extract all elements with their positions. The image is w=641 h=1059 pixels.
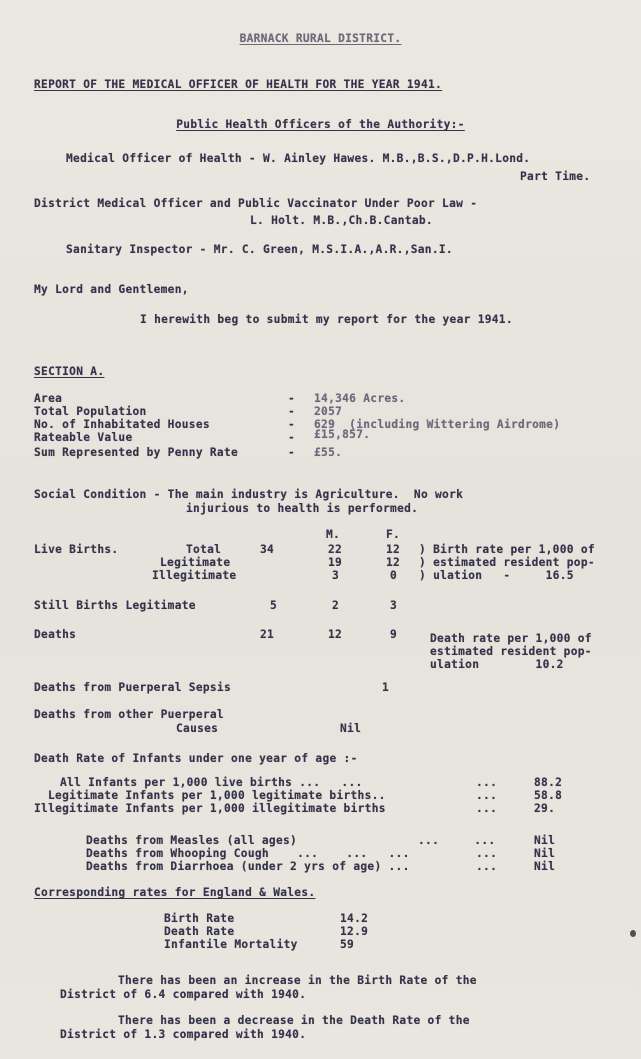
diarrhoea-value: Nil — [534, 860, 556, 873]
all-infants-dots: ... — [476, 776, 498, 789]
other-puerperal-line-2: Causes — [176, 722, 219, 735]
death-rate-line-2: estimated resident pop- — [430, 645, 592, 658]
illegitimate-male: 3 — [332, 569, 340, 582]
still-births-male: 2 — [332, 599, 340, 612]
total-births: 34 — [260, 543, 275, 556]
other-puerperal-line-1: Deaths from other Puerperal — [34, 708, 224, 721]
still-births-label: Still Births Legitimate — [34, 599, 196, 612]
note-birth-rate-line-2: District of 6.4 compared with 1940. — [60, 988, 307, 1001]
measles-dots: ... ... — [418, 834, 496, 847]
col-female-header: F. — [386, 528, 401, 541]
deaths-female: 9 — [390, 628, 398, 641]
death-rate-line-3: ulation 10.2 — [430, 658, 564, 671]
houses-dash: - — [288, 418, 296, 431]
dmo-line-1: District Medical Officer and Public Vaccinator Under Poor Law - — [34, 197, 478, 210]
sanitary-inspector: Sanitary Inspector - Mr. C. Green, M.S.I.A.,A.R.,San.I. — [66, 243, 453, 256]
deaths-total: 21 — [260, 628, 275, 641]
population-dash: - — [288, 405, 296, 418]
note-birth-rate-line-1: There has been an increase in the Birth Rate of the — [118, 974, 477, 987]
deaths-label: Deaths — [34, 628, 77, 641]
moh-line-1: Medical Officer of Health - W. Ainley Hawes. M.B.,B.S.,D.P.H.Lond. — [66, 152, 531, 165]
still-births: 5 — [270, 599, 278, 612]
rateable-label: Rateable Value — [34, 431, 133, 444]
deaths-male: 12 — [328, 628, 343, 641]
death-rate-line-1: Death rate per 1,000 of — [430, 632, 592, 645]
illegitimate-label: Illegitimate — [152, 569, 237, 582]
ew-death-rate-label: Death Rate — [164, 925, 235, 938]
moh-line-2: Part Time. — [520, 170, 591, 183]
report-title: REPORT OF THE MEDICAL OFFICER OF HEALTH FOR THE YEAR 1941. — [34, 78, 443, 91]
birth-rate-line-2: ) estimated resident pop- — [419, 556, 595, 569]
population-value: 2057 — [314, 405, 343, 418]
measles-value: Nil — [534, 834, 556, 847]
illegitimate-infants-label: Illegitimate Infants per 1,000 illegitimate births — [34, 802, 386, 815]
measles-label: Deaths from Measles (all ages) — [86, 834, 298, 847]
still-births-female: 3 — [390, 599, 398, 612]
birth-rate-line-3: ) ulation - 16.5 — [419, 569, 574, 582]
houses-label: No. of Inhabitated Houses — [34, 418, 210, 431]
puerperal-sepsis-value: 1 — [382, 681, 390, 694]
whooping-cough-value: Nil — [534, 847, 556, 860]
penny-rate-dash: - — [288, 446, 296, 459]
population-label: Total Population — [34, 405, 147, 418]
note-death-rate-line-2: District of 1.3 compared with 1940. — [60, 1028, 307, 1041]
illegitimate-female: 0 — [390, 569, 398, 582]
infant-death-rate-heading: Death Rate of Infants under one year of age :- — [34, 752, 358, 765]
whooping-cough-dots: ... — [476, 847, 498, 860]
all-infants-value: 88.2 — [534, 776, 563, 789]
england-wales-heading: Corresponding rates for England & Wales. — [34, 886, 316, 899]
rateable-value: £15,857. — [314, 428, 371, 441]
col-male-header: M. — [326, 528, 341, 541]
rateable-dash: - — [288, 431, 296, 444]
social-condition-line-2: injurious to health is performed. — [186, 502, 419, 515]
other-puerperal-value: Nil — [340, 722, 362, 735]
area-dash: - — [288, 392, 296, 405]
illegitimate-infants-dots: ... — [476, 802, 498, 815]
total-births-male: 22 — [328, 543, 343, 556]
social-condition-line-1: Social Condition - The main industry is Agriculture. No work — [34, 488, 464, 501]
diarrhoea-label: Deaths from Diarrhoea (under 2 yrs of age) ... — [86, 860, 410, 873]
legitimate-infants-value: 58.8 — [534, 789, 563, 802]
salutation: My Lord and Gentlemen, — [34, 283, 189, 296]
legitimate-infants-label: Legitimate Infants per 1,000 legitimate births.. — [48, 789, 386, 802]
ew-birth-rate-label: Birth Rate — [164, 912, 235, 925]
england-wales-table — [164, 912, 464, 956]
diarrhoea-dots: ... — [476, 860, 498, 873]
infant-rates-table — [34, 776, 624, 896]
legitimate-female: 12 — [386, 556, 401, 569]
punch-hole-mark — [630, 930, 636, 937]
legitimate-male: 19 — [328, 556, 343, 569]
area-label: Area — [34, 392, 63, 405]
total-births-female: 12 — [386, 543, 401, 556]
district-heading: BARNACK RURAL DISTRICT. — [239, 32, 402, 45]
penny-rate-value: £55. — [314, 446, 343, 459]
puerperal-sepsis-label: Deaths from Puerperal Sepsis — [34, 681, 231, 694]
note-death-rate-line-1: There has been a decrease in the Death Rate of the — [118, 1014, 470, 1027]
intro-line: I herewith beg to submit my report for the year 1941. — [140, 313, 513, 326]
houses-value: 629 (including Wittering Airdrome) — [314, 418, 561, 431]
penny-rate-label: Sum Represented by Penny Rate — [34, 446, 239, 459]
legitimate-infants-dots: ... — [476, 789, 498, 802]
whooping-cough-label: Deaths from Whooping Cough ... ... ... — [86, 847, 410, 860]
ew-infant-mortality-label: Infantile Mortality — [164, 938, 298, 951]
total-label: Total — [186, 543, 222, 556]
ew-infant-mortality-value: 59 — [340, 938, 355, 951]
live-births-label: Live Births. — [34, 543, 119, 556]
illegitimate-infants-value: 29. — [534, 802, 556, 815]
dmo-line-2: L. Holt. M.B.,Ch.B.Cantab. — [250, 214, 433, 227]
officers-heading: Public Health Officers of the Authority:- — [176, 118, 465, 131]
section-a-heading: SECTION A. — [34, 365, 105, 378]
section-a-table — [34, 392, 624, 462]
vital-statistics — [34, 528, 624, 728]
legitimate-label: Legitimate — [160, 556, 231, 569]
all-infants-label: All Infants per 1,000 live births ... ... — [60, 776, 363, 789]
ew-birth-rate-value: 14.2 — [340, 912, 369, 925]
birth-rate-line-1: ) Birth rate per 1,000 of — [419, 543, 595, 556]
area-value: 14,346 Acres. — [314, 392, 406, 405]
ew-death-rate-value: 12.9 — [340, 925, 369, 938]
